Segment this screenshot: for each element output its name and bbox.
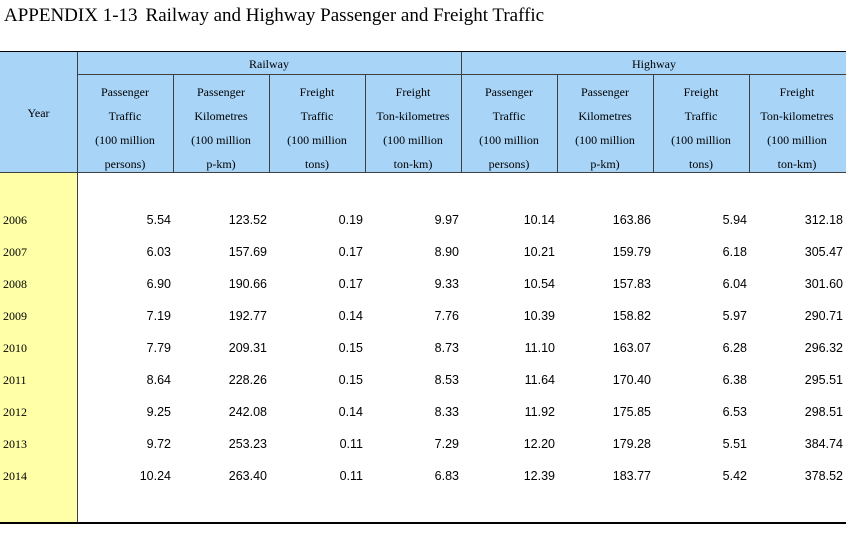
table-cell: 190.66 <box>228 277 267 291</box>
table-cell: 163.86 <box>612 213 651 227</box>
table-cell: 12.39 <box>523 469 555 483</box>
table-cell: 5.42 <box>722 469 747 483</box>
table-cell: 10.39 <box>523 309 555 323</box>
table-cell: 6.28 <box>722 341 747 355</box>
table-row <box>0 300 846 332</box>
year-header: Year <box>27 106 50 120</box>
column-header-line: Freight <box>683 85 719 99</box>
row-year: 2013 <box>3 437 27 451</box>
column-header <box>269 80 365 176</box>
column-header-line: Passenger <box>197 85 245 99</box>
table-cell: 7.19 <box>146 309 171 323</box>
table-cell: 170.40 <box>612 373 651 387</box>
table-cell: 6.83 <box>434 469 459 483</box>
table-cell: 0.17 <box>338 277 363 291</box>
table-cell: 6.90 <box>146 277 171 291</box>
table-cell: 10.54 <box>523 277 555 291</box>
column-header-line: Ton-kilometres <box>376 109 450 123</box>
column-header <box>365 80 461 176</box>
column-header-line: Passenger <box>581 85 629 99</box>
column-header-line: (100 million <box>95 133 155 147</box>
column-header-line: (100 million <box>479 133 539 147</box>
column-header-line: (100 million <box>575 133 635 147</box>
column-header-line: (100 million <box>287 133 347 147</box>
table-cell: 378.52 <box>804 469 843 483</box>
column-header-line: persons) <box>488 157 530 171</box>
table-cell: 228.26 <box>228 373 267 387</box>
column-header-line: persons) <box>104 157 146 171</box>
table-row <box>0 460 846 492</box>
column-header-line: Traffic <box>492 109 526 123</box>
table-cell: 312.18 <box>804 213 843 227</box>
table-cell: 9.97 <box>434 213 459 227</box>
table-cell: 301.60 <box>804 277 843 291</box>
table-cell: 305.47 <box>804 245 843 259</box>
table-cell: 298.51 <box>804 405 843 419</box>
table-cell: 192.77 <box>228 309 267 323</box>
table-cell: 157.69 <box>228 245 267 259</box>
column-header-line: Traffic <box>300 109 334 123</box>
row-year: 2010 <box>3 341 27 355</box>
table-row <box>0 332 846 364</box>
table-cell: 10.24 <box>139 469 171 483</box>
table-row <box>0 268 846 300</box>
table-cell: 384.74 <box>804 437 843 451</box>
row-year: 2011 <box>3 373 27 387</box>
table-cell: 253.23 <box>228 437 267 451</box>
table-cell: 10.21 <box>523 245 555 259</box>
page-title <box>4 5 544 27</box>
table-cell: 290.71 <box>804 309 843 323</box>
table-cell: 12.20 <box>523 437 555 451</box>
table-cell: 0.15 <box>338 341 363 355</box>
row-year: 2014 <box>3 469 27 483</box>
table-cell: 5.54 <box>146 213 171 227</box>
table-cell: 8.73 <box>434 341 459 355</box>
table-cell: 8.33 <box>434 405 459 419</box>
table-cell: 123.52 <box>228 213 267 227</box>
railway-group-header: Railway <box>249 57 289 71</box>
column-header-line: (100 million <box>671 133 731 147</box>
table-cell: 0.15 <box>338 373 363 387</box>
table-row <box>0 364 846 396</box>
row-year: 2009 <box>3 309 27 323</box>
table-cell: 9.33 <box>434 277 459 291</box>
column-header-line: ton-km) <box>393 157 433 171</box>
group-header-underline <box>77 74 846 75</box>
table-cell: 157.83 <box>612 277 651 291</box>
table-row <box>0 236 846 268</box>
highway-group-header: Highway <box>632 57 676 71</box>
table-row <box>0 428 846 460</box>
column-header <box>173 80 269 176</box>
table-cell: 209.31 <box>228 341 267 355</box>
column-header-line: (100 million <box>767 133 827 147</box>
table-cell: 0.14 <box>338 405 363 419</box>
table-cell: 263.40 <box>228 469 267 483</box>
table-cell: 5.51 <box>722 437 747 451</box>
column-header <box>557 80 653 176</box>
row-year: 2008 <box>3 277 27 291</box>
table-row <box>0 396 846 428</box>
column-header-line: p-km) <box>206 157 236 171</box>
column-header-line: tons) <box>305 157 329 171</box>
table-row <box>0 204 846 236</box>
table-cell: 5.97 <box>722 309 747 323</box>
appendix-number: APPENDIX 1-13 <box>4 5 138 26</box>
column-header <box>77 80 173 176</box>
table-cell: 159.79 <box>612 245 651 259</box>
table-cell: 6.18 <box>722 245 747 259</box>
table-cell: 183.77 <box>612 469 651 483</box>
table-cell: 11.64 <box>524 373 555 387</box>
row-year: 2006 <box>3 213 27 227</box>
column-header-line: Passenger <box>485 85 533 99</box>
table-cell: 6.04 <box>722 277 747 291</box>
column-header <box>653 80 749 176</box>
table-cell: 0.19 <box>338 213 363 227</box>
table-cell: 296.32 <box>804 341 843 355</box>
row-year: 2007 <box>3 245 27 259</box>
column-header-line: Kilometres <box>578 109 632 123</box>
table-bottom-rule <box>0 522 846 524</box>
table-cell: 8.90 <box>434 245 459 259</box>
column-header-line: Traffic <box>108 109 142 123</box>
table-cell: 0.11 <box>339 469 363 483</box>
table-cell: 179.28 <box>612 437 651 451</box>
table-cell: 7.29 <box>434 437 459 451</box>
table-title: Railway and Highway Passenger and Freight Traffic <box>145 5 545 26</box>
table-cell: 10.14 <box>523 213 555 227</box>
table-cell: 158.82 <box>612 309 651 323</box>
column-header-line: Kilometres <box>194 109 248 123</box>
row-year: 2012 <box>3 405 27 419</box>
table-cell: 9.25 <box>146 405 171 419</box>
column-header-line: Traffic <box>684 109 718 123</box>
column-header <box>749 80 845 176</box>
table-cell: 295.51 <box>804 373 843 387</box>
table-cell: 0.11 <box>339 437 363 451</box>
column-header-line: Freight <box>779 85 815 99</box>
table-cell: 9.72 <box>146 437 171 451</box>
column-header-line: (100 million <box>191 133 251 147</box>
table-cell: 175.85 <box>612 405 651 419</box>
table-cell: 8.53 <box>434 373 459 387</box>
table-cell: 11.92 <box>524 405 555 419</box>
table-cell: 242.08 <box>228 405 267 419</box>
column-header-line: p-km) <box>590 157 620 171</box>
table-cell: 5.94 <box>722 213 747 227</box>
column-header <box>461 80 557 176</box>
column-header-line: Ton-kilometres <box>760 109 834 123</box>
table-cell: 0.17 <box>338 245 363 259</box>
column-header-line: ton-km) <box>777 157 817 171</box>
column-header-line: Freight <box>395 85 431 99</box>
table-cell: 0.14 <box>338 309 363 323</box>
table-cell: 6.03 <box>146 245 171 259</box>
table-cell: 7.76 <box>434 309 459 323</box>
column-header-line: (100 million <box>383 133 443 147</box>
column-header-line: Freight <box>299 85 335 99</box>
column-header-line: Passenger <box>101 85 149 99</box>
table-cell: 6.38 <box>722 373 747 387</box>
table-cell: 8.64 <box>146 373 171 387</box>
table-cell: 163.07 <box>612 341 651 355</box>
table-cell: 7.79 <box>146 341 171 355</box>
table-cell: 6.53 <box>722 405 747 419</box>
table-cell: 11.10 <box>524 341 555 355</box>
column-header-line: tons) <box>689 157 713 171</box>
